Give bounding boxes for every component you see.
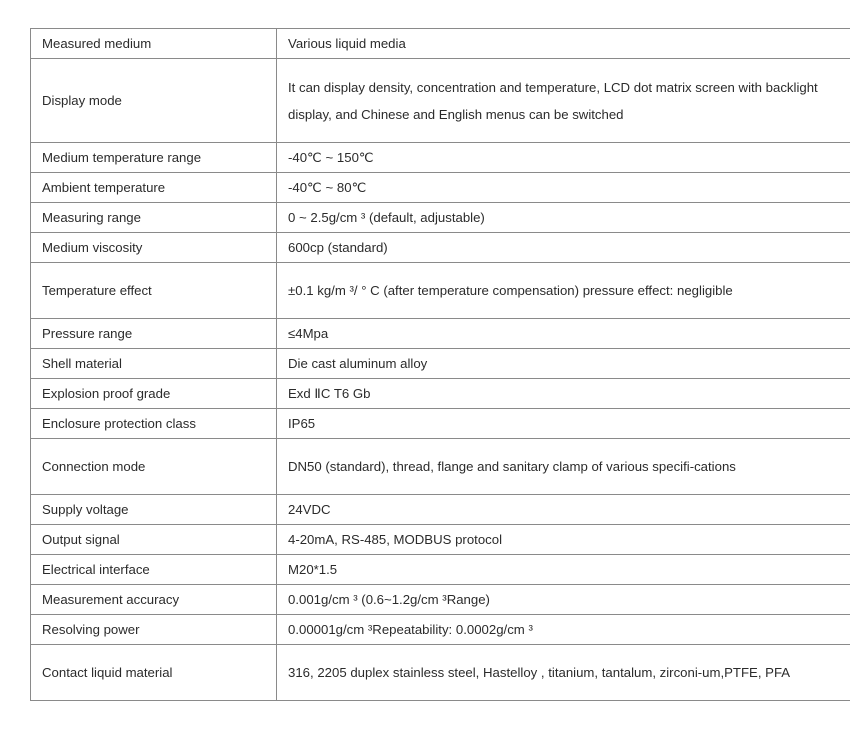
spec-value-text: DN50 (standard), thread, flange and sanitary clamp of various specifi-cations <box>288 459 736 474</box>
spec-label-cell <box>31 29 277 59</box>
specification-table-body <box>31 29 850 701</box>
table-row <box>31 349 850 379</box>
spec-value-cell <box>277 143 850 173</box>
spec-value-text: 600cp (standard) <box>288 240 388 255</box>
spec-value-cell <box>277 409 850 439</box>
spec-label-cell <box>31 525 277 555</box>
spec-value-cell <box>277 585 850 615</box>
spec-label-cell <box>31 495 277 525</box>
spec-label-text: Enclosure protection class <box>42 416 196 431</box>
spec-label-cell <box>31 203 277 233</box>
spec-label-cell <box>31 555 277 585</box>
spec-value-cell <box>277 439 850 495</box>
spec-label-text: Measurement accuracy <box>42 592 180 607</box>
table-row <box>31 143 850 173</box>
spec-label-text: Measuring range <box>42 210 141 225</box>
spec-label-cell <box>31 349 277 379</box>
spec-value-text: Exd ⅡC T6 Gb <box>288 386 371 401</box>
spec-label-cell <box>31 263 277 319</box>
spec-value-text: -40℃ ~ 150℃ <box>288 150 374 165</box>
table-row <box>31 555 850 585</box>
spec-label-cell <box>31 233 277 263</box>
spec-label-cell <box>31 379 277 409</box>
spec-label-text: Ambient temperature <box>42 180 166 195</box>
spec-label-text: Supply voltage <box>42 502 129 517</box>
spec-label-cell <box>31 645 277 701</box>
spec-value-text: 4-20mA, RS-485, MODBUS protocol <box>288 532 503 547</box>
spec-value-text: 24VDC <box>288 502 331 517</box>
spec-value-cell <box>277 29 850 59</box>
spec-value-text: 0.00001g/cm ³Repeatability: 0.0002g/cm ³ <box>288 622 533 637</box>
spec-value-cell <box>277 645 850 701</box>
spec-value-cell <box>277 173 850 203</box>
spec-value-cell <box>277 615 850 645</box>
spec-value-cell <box>277 233 850 263</box>
spec-value-text: Die cast aluminum alloy <box>288 356 428 371</box>
table-row <box>31 645 850 701</box>
spec-value-cell <box>277 555 850 585</box>
spec-value-cell <box>277 525 850 555</box>
spec-value-cell <box>277 263 850 319</box>
spec-label-text: Electrical interface <box>42 562 150 577</box>
spec-value-cell <box>277 379 850 409</box>
spec-value-text: M20*1.5 <box>288 562 338 577</box>
spec-label-text: Measured medium <box>42 36 152 51</box>
specification-table <box>30 28 850 701</box>
spec-label-text: Pressure range <box>42 326 133 341</box>
spec-value-text: -40℃ ~ 80℃ <box>288 180 367 195</box>
table-row <box>31 525 850 555</box>
table-row <box>31 439 850 495</box>
spec-value-cell <box>277 203 850 233</box>
spec-value-text: 316, 2205 duplex stainless steel, Hastelloy , titanium, tantalum, zirconi-um,PTFE, PFA <box>288 665 791 680</box>
table-row <box>31 29 850 59</box>
spec-value-text: 0 ~ 2.5g/cm ³ (default, adjustable) <box>288 210 485 225</box>
spec-value-cell <box>277 495 850 525</box>
spec-label-cell <box>31 409 277 439</box>
spec-value-text: 0.001g/cm ³ (0.6~1.2g/cm ³Range) <box>288 592 490 607</box>
spec-label-text: Connection mode <box>42 459 146 474</box>
spec-label-text: Medium temperature range <box>42 150 202 165</box>
spec-label-text: Shell material <box>42 356 122 371</box>
spec-label-text: Explosion proof grade <box>42 386 171 401</box>
table-row <box>31 379 850 409</box>
table-row <box>31 615 850 645</box>
spec-value-cell <box>277 349 850 379</box>
table-row <box>31 409 850 439</box>
spec-label-text: Contact liquid material <box>42 665 173 680</box>
spec-label-cell <box>31 439 277 495</box>
table-row <box>31 263 850 319</box>
spec-value-cell <box>277 59 850 143</box>
table-row <box>31 495 850 525</box>
spec-label-text: Temperature effect <box>42 283 152 298</box>
spec-value-text: ≤4Mpa <box>288 326 329 341</box>
table-row <box>31 203 850 233</box>
spec-label-cell <box>31 319 277 349</box>
spec-value-text: It can display density, concentration and temperature, LCD dot matrix screen with backlight display, and Chinese and English menus can be switched <box>288 79 818 122</box>
spec-value-text: ±0.1 kg/m ³/ ° C (after temperature compensation) pressure effect: negligible <box>288 283 733 298</box>
spec-label-cell <box>31 59 277 143</box>
table-row <box>31 585 850 615</box>
spec-label-cell <box>31 173 277 203</box>
spec-value-text: IP65 <box>288 416 316 431</box>
spec-label-text: Resolving power <box>42 622 140 637</box>
table-row <box>31 233 850 263</box>
table-row <box>31 173 850 203</box>
spec-value-text: Various liquid media <box>288 36 406 51</box>
spec-value-cell <box>277 319 850 349</box>
spec-label-cell <box>31 615 277 645</box>
spec-label-text: Output signal <box>42 532 120 547</box>
spec-label-cell <box>31 585 277 615</box>
table-row <box>31 59 850 143</box>
spec-label-text: Display mode <box>42 93 122 108</box>
table-row <box>31 319 850 349</box>
spec-label-cell <box>31 143 277 173</box>
spec-label-text: Medium viscosity <box>42 240 143 255</box>
